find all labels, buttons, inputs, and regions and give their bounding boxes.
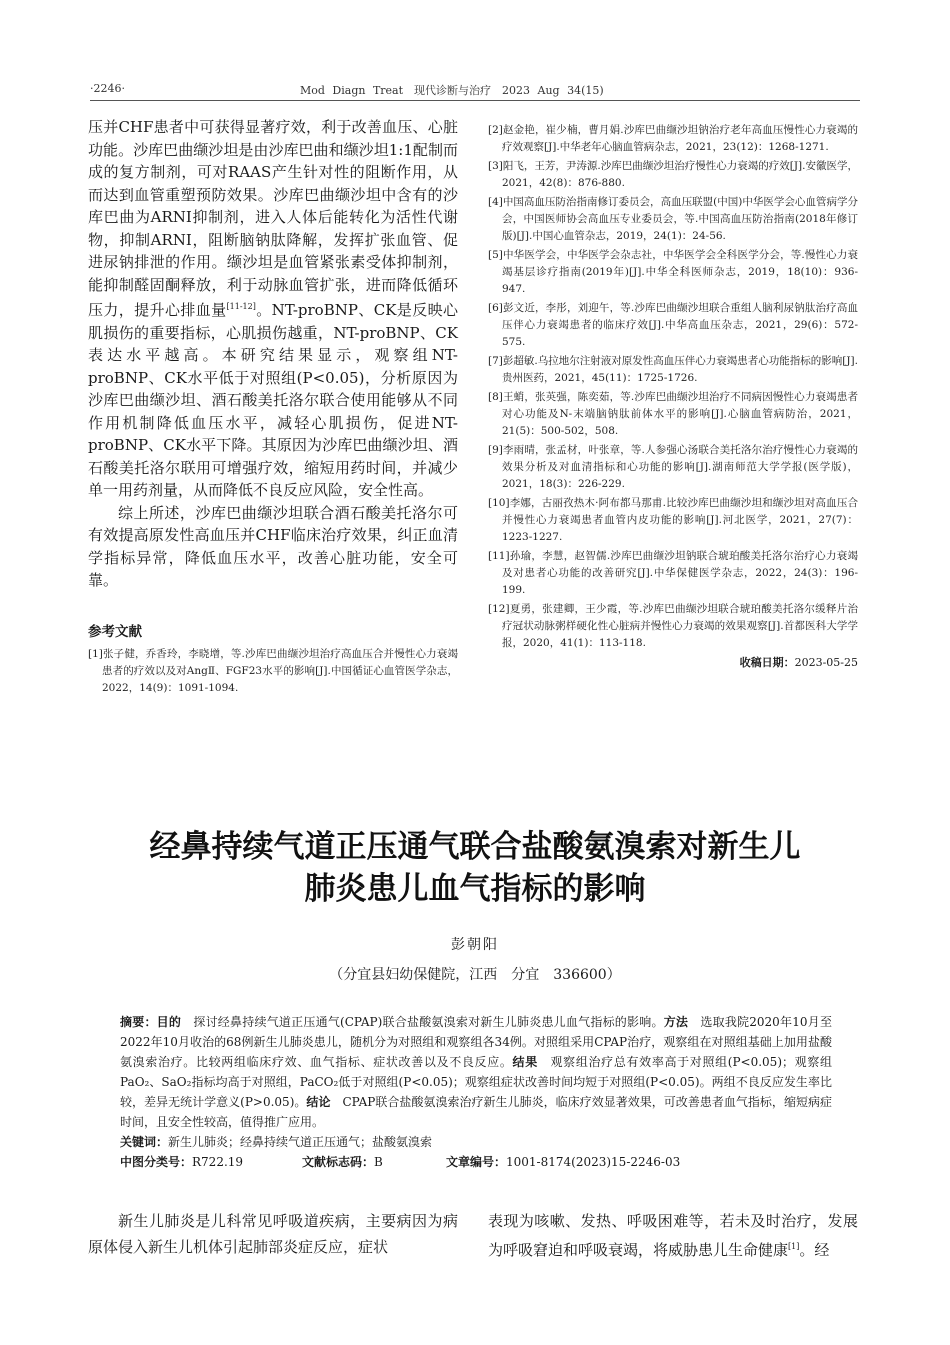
keywords-label: 关键词： [120,1135,169,1149]
methods-text: 选取我院2020年10月至2022年10月收治的68例新生儿肺炎患儿，随机分为对照组和观察组各34例。对照组采用CPAP治疗，观察组在对照组基础上加用盐酸氨溴索治疗。比较两组临床疗效、血气指标、症状改善以及不良反应。 [120,1015,832,1069]
conclusion-paragraph: 综上所述，沙库巴曲缬沙坦联合酒石酸美托洛尔可有效提高原发性高血压并CHF临床治疗效果，纠正血清学指标异常，降低血压水平，改善心脏功能，安全可靠。 [88,503,458,589]
reference-item: [8]王蛸，张英强，陈奕茹，等.沙库巴曲缬沙坦治疗不同病因慢性心力衰竭患者对心功能及N-末端脑钠肽前体水平的影响[J].心脑血管病防治，2021，21(5)：500-502，508. [488,391,858,437]
abstract [120,1012,832,1172]
intro-text: 新生儿肺炎是儿科常见呼吸道疾病，主要病因为病原体侵入新生儿机体引起肺部炎症反应，症状 [88,1212,458,1256]
doc-code [302,1152,383,1172]
objective-text: 探讨经鼻持续气道正压通气(CPAP)联合盐酸氨溴索对新生儿肺炎患儿血气指标的影响。 [181,1015,664,1029]
intro-continued [488,1208,858,1263]
right-column [488,122,858,670]
reference-item: [12]夏勇，张建卿，王少霞，等.沙库巴曲缬沙坦联合琥珀酸美托洛尔缓释片治疗冠状动脉粥样硬化性心脏病并慢性心力衰竭的效果观察[J].首都医科大学学报，2020，41(1)：113-118. [488,603,858,649]
discussion-text-tail: 。NT-proBNP、CK是反映心肌损伤的重要指标，心肌损伤越重，NT-proBNP、CK表达水平越高。本研究结果显示，观察组NT-proBNP、CK水平低于对照组(P<0.05)，分析原因为沙库巴曲缬沙坦、酒石酸美托洛尔联合使用能够从不同作用机制降低血压水平，减轻心肌损伤，促进NT-proBNP、CK水平下降。其原因为沙库巴曲缬沙坦、酒石酸美托洛尔联用可增强疗效，缩短用药时间，并减少单一用药剂量，从而降低不良反应风险，安全性高。 [88,301,458,499]
affiliation: （分宜县妇幼保健院，江西 分宜 336600） [329,967,621,983]
citation: [11-12] [226,302,256,311]
running-header [90,82,860,102]
doc-code-label: 文献标志码： [302,1155,375,1169]
conclusion-label: 结论 [306,1095,331,1109]
article-number [446,1152,680,1172]
reference-item: [1]张子健，乔香玲，李晓增，等.沙库巴曲缬沙坦治疗高血压合并慢性心力衰竭患者的疗效以及对AngⅡ、FGF23水平的影响[J].中国循证心血管医学杂志，2022，14(9)：1091-1094. [88,647,458,694]
header-rule [90,100,860,101]
reference-item: [5]中华医学会，中华医学会杂志社，中华医学会全科医学分会，等.慢性心力衰竭基层诊疗指南(2019年)[J].中华全科医师杂志，2019，18(10)：936-947. [488,249,858,295]
title-line-2: 肺炎患儿血气指标的影响 [304,871,646,907]
discussion-text: 压并CHF患者中可获得显著疗效，利于改善血压、心脏功能。沙库巴曲缬沙坦是由沙库巴曲和缬沙坦1:1配制而成的复方制剂，可对RAAS产生针对性的阻断作用，从而达到血管重塑预防效果。沙库巴曲缬沙坦中含有的沙库巴曲为ARNI抑制剂，进入人体后能转化为活性代谢物，抑制ARNI，阻断脑钠肽降解，发挥扩张血管、促进尿钠排泄的作用。缬沙坦是血管紧张素受体抑制剂，能抑制醛固酮释放，利于动脉血管扩张，进而降低循环压力，提升心排血量 [88,118,458,319]
reference-item: [9]李雨晴，张孟材，叶张章，等.人参强心汤联合美托洛尔治疗慢性心力衰竭的效果分析及对血清指标和心功能的影响[J].湖南师范大学学报(医学版)，2021，18(3)：226-229. [488,444,858,490]
clc-value: R722.19 [192,1155,244,1169]
received-value: 2023-05-25 [794,656,858,669]
discussion-paragraph [88,116,458,502]
doc-code-value: B [374,1155,383,1169]
reference-item: [6]彭文近，李彤，刘迎午，等.沙库巴曲缬沙坦联合重组人脑利尿钠肽治疗高血压伴心力衰竭患者的临床疗效[J].中华高血压杂志，2021，29(6)：572-575. [488,302,858,348]
reference-item: [11]孙瑜，李慧，赵智儒.沙库巴曲缬沙坦钠联合琥珀酸美托洛尔治疗心力衰竭及对患者心功能的改善研究[J].中华保健医学杂志，2022，24(3)：196-199. [488,550,858,596]
keywords-value: 新生儿肺炎；经鼻持续气道正压通气；盐酸氨溴索 [168,1135,433,1149]
results-text: 观察组治疗总有效率高于对照组(P<0.05)；观察组PaO₂、SaO₂指标均高于对照组，PaCO₂低于对照组(P<0.05)；观察组症状改善时间均短于对照组(P<0.05)。两组不良反应发生率比较，差异无统计学意义(P>0.05)。 [120,1055,832,1109]
reference-item: [4]中国高血压防治指南修订委员会，高血压联盟(中国)中华医学会心血管病学分会，中国医师协会高血压专业委员会，等.中国高血压防治指南(2018年修订版)[J].中国心血管杂志，2019，24(1)：24-56. [488,196,858,242]
received-date [488,654,858,670]
objective-label: 摘要：目的 [120,1015,182,1029]
reference-item: [7]彭超敏.乌拉地尔注射液对原发性高血压伴心力衰竭患者心功能指标的影响[J].贵州医药，2021，45(11)：1725-1726. [488,355,858,384]
page-number: ·2246· [90,82,125,95]
keywords [120,1132,832,1152]
received-label: 收稿日期： [739,656,795,669]
reference-item: [10]李娜，古丽孜热木·阿布都马那甫.比较沙库巴曲缬沙坦和缬沙坦对高血压合并慢性心力衰竭患者血管内皮功能的影响[J].河北医学，2021，27(7)：1223-1227. [488,497,858,543]
intro-continued-tail: 。经 [799,1241,830,1259]
title-line-1: 经鼻持续气道正压通气联合盐酸氨溴索对新生儿 [149,829,801,865]
intro-left [88,1208,458,1260]
intro-continued-text: 表现为咳嗽、发热、呼吸困难等，若未及时治疗，发展为呼吸窘迫和呼吸衰竭，将威胁患儿生命健康 [488,1212,858,1259]
clc-label: 中图分类号： [120,1155,193,1169]
citation: [1] [788,1242,800,1251]
references-heading: 参考文献 [88,623,142,640]
methods-label: 方法 [663,1015,689,1029]
classification-row [120,1152,832,1172]
abstract-body [120,1012,832,1132]
left-column [88,116,458,697]
intro-right [488,1208,858,1263]
results-label: 结果 [512,1055,538,1069]
reference-item: [3]阳飞，王芳，尹涛源.沙库巴曲缬沙坦治疗慢性心力衰竭的疗效[J].安徽医学，2021，42(8)：876-880. [488,160,858,189]
clc [120,1152,243,1172]
conclusion-text: CPAP联合盐酸氨溴索治疗新生儿肺炎，临床疗效显著效果，可改善患者血气指标，缩短病症时间，且安全性较高，值得推广应用。 [120,1095,832,1129]
article-number-value: 1001-8174(2023)15-2246-03 [506,1155,681,1169]
reference-item: [2]赵金艳，崔少楠，曹月娟.沙库巴曲缬沙坦钠治疗老年高血压慢性心力衰竭的疗效观察[J].中华老年心脑血管病杂志，2021，23(12)：1268-1271. [488,124,858,153]
author: 彭朝阳 [451,937,499,953]
journal-citation: Mod Diagn Treat 现代诊断与治疗 2023 Aug 34(15) [300,84,604,97]
article-number-label: 文章编号： [446,1155,507,1169]
article-title [80,826,870,910]
